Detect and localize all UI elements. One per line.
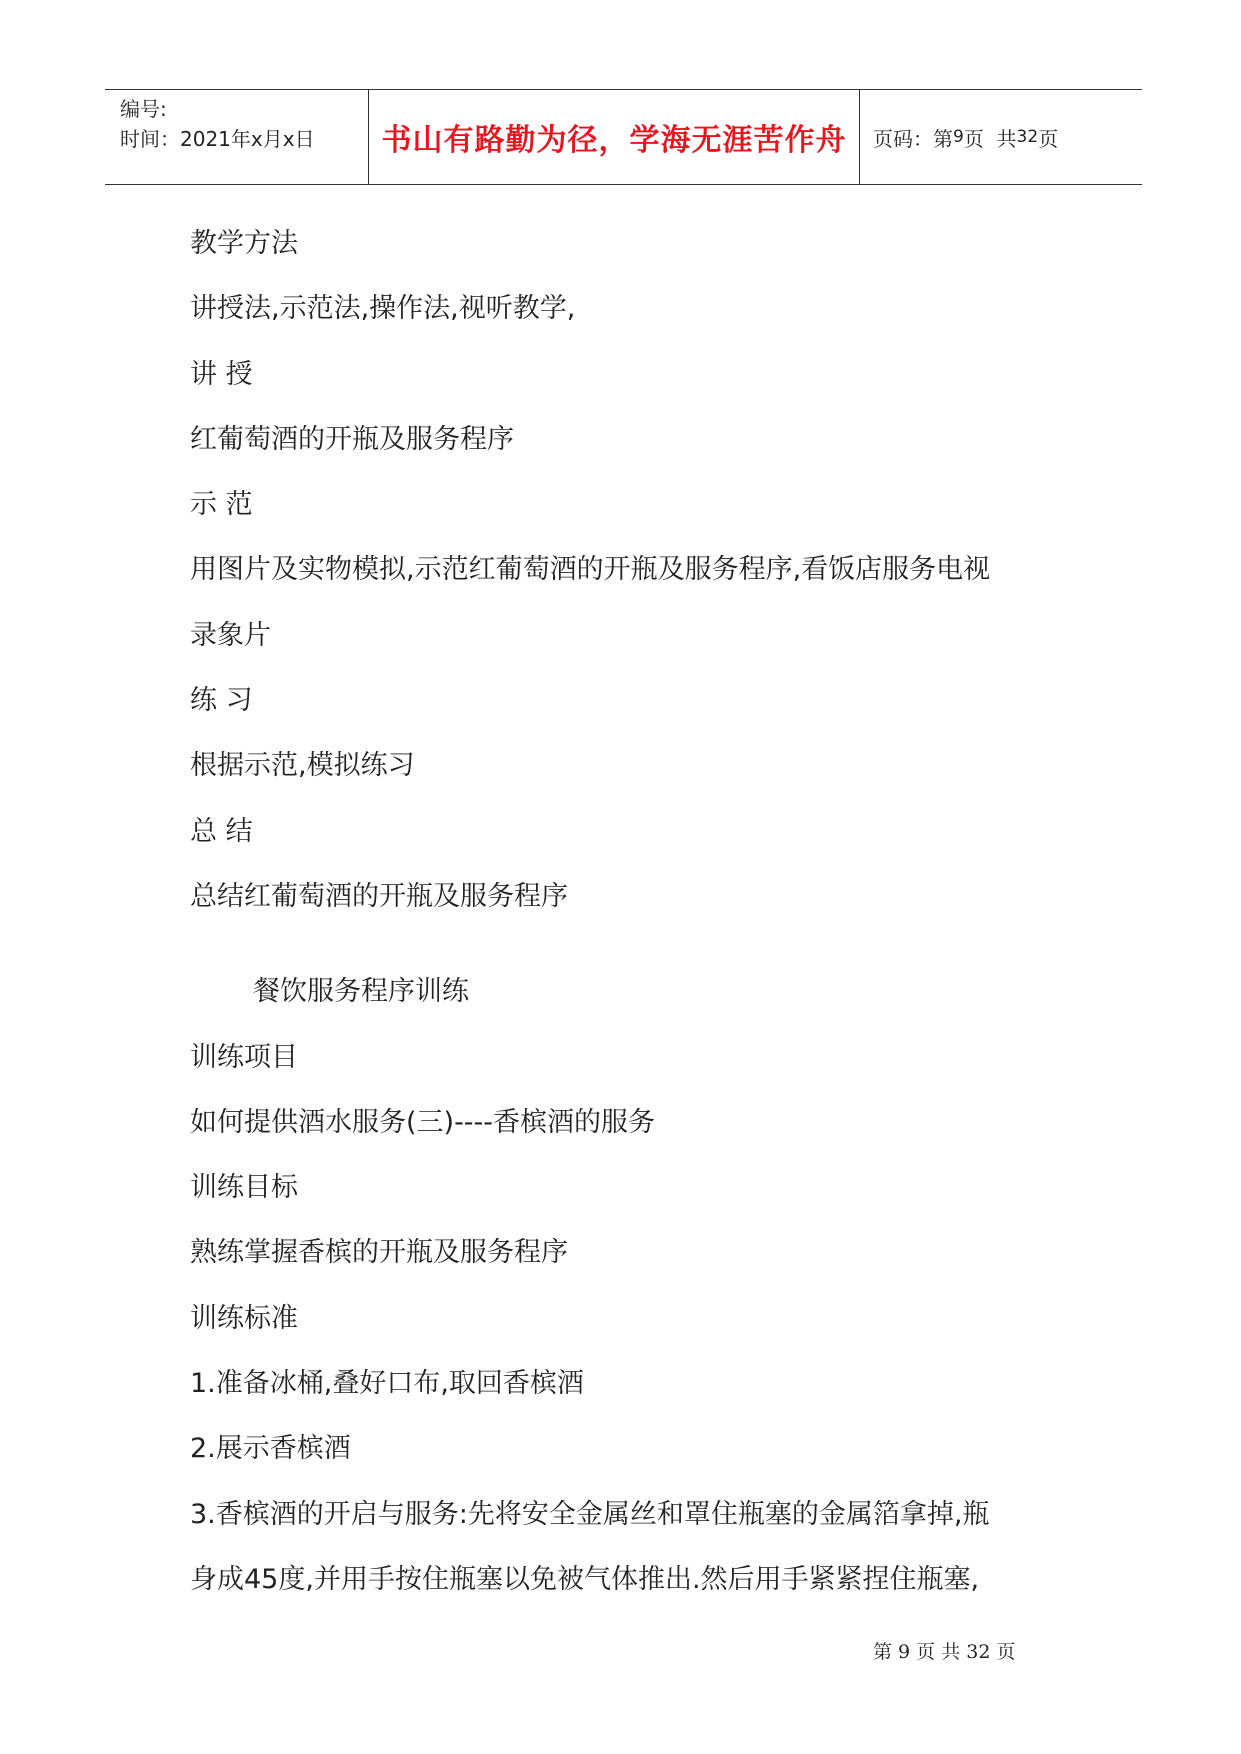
- body-line: 根据示范,模拟练习: [190, 750, 415, 782]
- body-line: 讲 授: [190, 358, 253, 390]
- page-num: 9: [953, 127, 964, 147]
- body-line: 用图片及实物模拟,示范红葡萄酒的开瓶及服务程序,看饭店服务电视: [190, 554, 991, 586]
- body-line: 1.准备冰桶,叠好口布,取回香槟酒: [190, 1368, 584, 1400]
- body-line: 熟练掌握香槟的开瓶及服务程序: [190, 1237, 568, 1269]
- body-line: 练 习: [190, 685, 253, 717]
- number-label: 编号:: [120, 97, 167, 121]
- body-line: 2.展示香槟酒: [190, 1433, 351, 1465]
- page-total: 32: [1016, 127, 1039, 147]
- document-body: [190, 214, 1070, 1615]
- section-heading: 餐饮服务程序训练: [253, 976, 469, 1008]
- body-line: 红葡萄酒的开瓶及服务程序: [190, 423, 514, 455]
- body-line: 身成45度,并用手按住瓶塞以免被气体推出.然后用手紧紧捏住瓶塞,: [190, 1563, 980, 1595]
- page-prefix: 页码：第: [873, 126, 953, 151]
- body-line: 如何提供酒水服务(三)----香槟酒的服务: [190, 1106, 656, 1138]
- body-line: 教学方法: [190, 228, 298, 259]
- body-line: 讲授法,示范法,操作法,视听教学,: [190, 293, 576, 325]
- time-label: 时间：2021年x月x日: [120, 127, 315, 151]
- body-line: 录象片: [190, 619, 271, 651]
- body-line: 总 结: [190, 815, 253, 847]
- section-spacer: [190, 932, 1070, 962]
- page-footer: 第 9 页 共 32 页: [873, 1641, 1016, 1663]
- page-header: [105, 89, 1142, 185]
- body-line: 训练项目: [190, 1041, 298, 1073]
- body-line: 训练目标: [190, 1172, 298, 1204]
- body-line: 训练标准: [190, 1302, 298, 1334]
- page-suffix: 页: [1038, 126, 1059, 151]
- body-line: 3.香槟酒的开启与服务:先将安全金属丝和罩住瓶塞的金属箔拿掉,瓶: [190, 1498, 990, 1530]
- body-line: 示 范: [190, 489, 253, 521]
- header-divider: [859, 90, 860, 184]
- header-motto: 书山有路勤为径，学海无涯苦作舟: [381, 123, 847, 158]
- header-meta: [120, 94, 315, 154]
- page-mid: 页 共: [963, 126, 1017, 151]
- header-page-number: [873, 90, 1058, 184]
- body-line: 总结红葡萄酒的开瓶及服务程序: [190, 880, 568, 912]
